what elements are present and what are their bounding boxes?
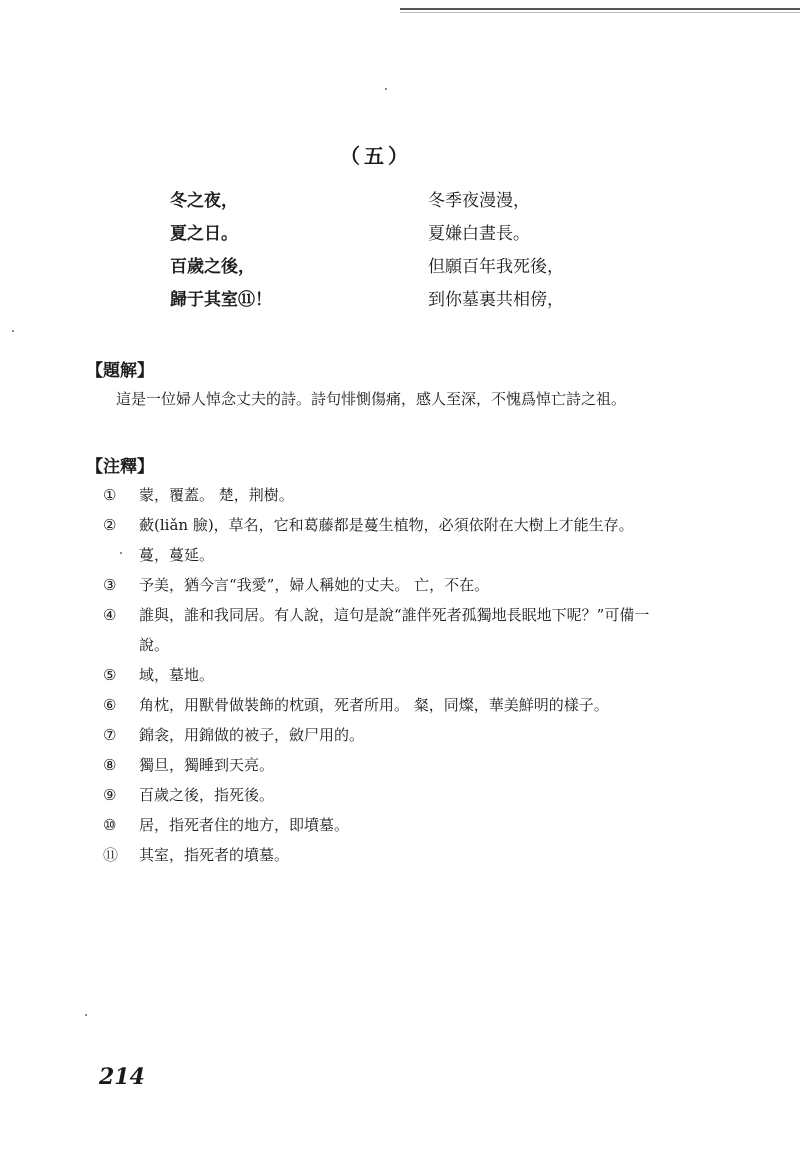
poem-translation: 夏嫌白晝長。 [428, 224, 530, 244]
scan-speck [120, 552, 122, 554]
note-item [103, 690, 663, 720]
note-text: 誰與，誰和我同居。有人說，這句是說“誰伴死者孤獨地長眠地下呢？”可備一說。 [139, 606, 650, 654]
note-text: 予美，猶今言“我愛”，婦人稱她的丈夫。 亡，不在。 [139, 576, 490, 594]
note-text: 蘞(liǎn 臉)，草名，它和葛藤都是蔓生植物，必須依附在大樹上才能生存。 蔓，蔓延。 [139, 516, 634, 564]
poem-original: 歸于其室⑪！ [170, 290, 272, 310]
scan-speck [85, 1014, 87, 1016]
note-number: ⑩ [103, 816, 117, 834]
poem-original: 冬之夜， [170, 191, 238, 211]
top-rule-thin [400, 12, 800, 13]
note-item [103, 570, 663, 600]
note-number: ⑥ [103, 696, 117, 714]
explanation-body: 這是一位婦人悼念丈夫的詩。詩句悱惻傷痛，感人至深，不愧爲悼亡詩之祖。 [116, 390, 627, 408]
note-number: ④ [103, 606, 117, 624]
note-item [103, 510, 663, 570]
poem-original: 夏之日。 [170, 224, 238, 244]
top-rule [400, 8, 800, 10]
note-text: 百歲之後，指死後。 [139, 786, 275, 804]
scan-speck [385, 88, 387, 90]
note-number: ① [103, 486, 117, 504]
note-item [103, 810, 663, 840]
explanation-text [86, 384, 656, 414]
note-item [103, 480, 663, 510]
note-number: ⑨ [103, 786, 117, 804]
poem-translation: 到你墓裏共相傍， [428, 290, 564, 310]
note-item [103, 660, 663, 690]
note-text: 蒙，覆蓋。 楚，荆樹。 [139, 486, 294, 504]
note-item [103, 840, 663, 870]
note-item [103, 780, 663, 810]
note-text: 角枕，用獸骨做裝飾的枕頭，死者所用。 粲，同燦，華美鮮明的樣子。 [139, 696, 609, 714]
explanation-heading: 【題解】 [86, 361, 154, 381]
note-number: ⑤ [103, 666, 117, 684]
poem-translation: 冬季夜漫漫， [428, 191, 530, 211]
note-item [103, 750, 663, 780]
note-item [103, 720, 663, 750]
note-item [103, 600, 663, 660]
note-text: 域，墓地。 [139, 666, 215, 684]
notes-heading: 【注釋】 [86, 457, 154, 477]
note-number: ⑧ [103, 756, 117, 774]
note-text: 其室，指死者的墳墓。 [139, 846, 290, 864]
note-number: ③ [103, 576, 117, 594]
note-number: ⑦ [103, 726, 117, 744]
poem-translation: 但願百年我死後， [428, 257, 564, 277]
note-text: 獨旦，獨睡到天亮。 [139, 756, 275, 774]
poem-original: 百歲之後， [170, 257, 255, 277]
note-text: 居，指死者住的地方，即墳墓。 [139, 816, 350, 834]
note-text: 錦衾，用錦做的被子，斂尸用的。 [139, 726, 365, 744]
notes-list [103, 480, 663, 870]
note-number: ② [103, 516, 117, 534]
section-title: （五） [340, 144, 412, 168]
note-number: ⑪ [103, 846, 119, 864]
page-number: 214 [99, 1064, 145, 1090]
scan-speck [12, 330, 14, 332]
